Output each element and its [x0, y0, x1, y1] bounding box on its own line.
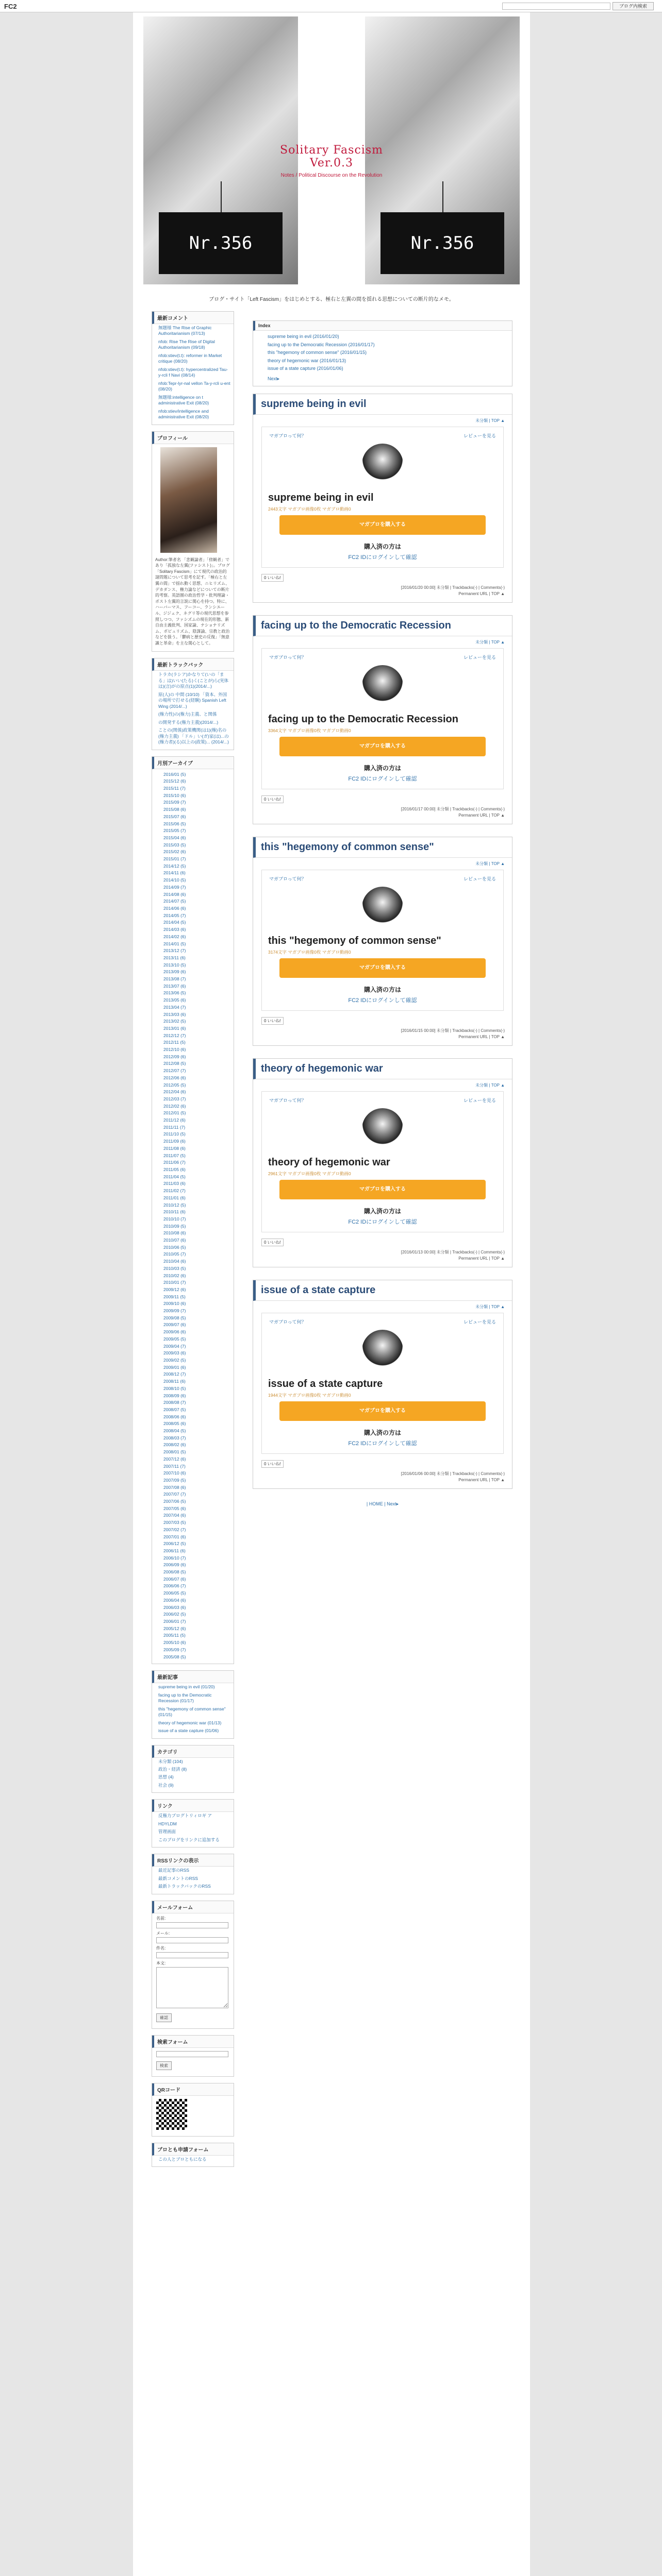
archive-item[interactable]: 2012/03 (7): [163, 1096, 186, 1101]
archive-item[interactable]: 2007/02 (7): [163, 1527, 186, 1532]
entry: [253, 1058, 512, 1267]
archive-item[interactable]: 2014/03 (6): [163, 927, 186, 933]
archive-item[interactable]: 2014/05 (7): [163, 912, 186, 918]
archive-item[interactable]: 2006/02 (5): [163, 1612, 186, 1617]
archive-item[interactable]: 2007/12 (6): [163, 1456, 186, 1462]
archive-item[interactable]: 2010/06 (5): [163, 1244, 186, 1250]
entry: [253, 1280, 512, 1489]
archive-item[interactable]: 2008/11 (6): [163, 1379, 186, 1384]
archive-item[interactable]: 2010/08 (6): [163, 1230, 186, 1236]
archive-item[interactable]: 2011/02 (7): [163, 1188, 186, 1194]
archive-item[interactable]: 2013/07 (6): [163, 983, 186, 989]
archive-item[interactable]: 2012/06 (6): [163, 1075, 186, 1080]
rss-item[interactable]: 最近記事のRSS: [158, 1868, 189, 1873]
archive-item[interactable]: 2013/05 (6): [163, 997, 186, 1003]
archive-item[interactable]: 2007/10 (6): [163, 1470, 186, 1476]
recent-comments-title: 最新コメント: [152, 312, 234, 324]
archive-item[interactable]: 2005/11 (5): [163, 1633, 186, 1638]
archive-item[interactable]: 2015/07 (6): [163, 814, 186, 819]
search-field[interactable]: [156, 2051, 228, 2057]
archive-item[interactable]: 2012/02 (6): [163, 1103, 186, 1109]
main-content: [253, 320, 512, 1507]
archive-item[interactable]: 2013/03 (6): [163, 1011, 186, 1017]
archive-item[interactable]: 2006/09 (6): [163, 1562, 186, 1568]
buy-magablo-button[interactable]: マガブロを購入する: [279, 958, 486, 978]
recent-comment-item[interactable]: nfob:stiev(t.t): reformer in Market critique (08/20): [158, 352, 222, 364]
entry-category-top[interactable]: 未分類 | TOP ▲: [475, 1304, 505, 1309]
recent-comment-item[interactable]: 無題様:intelligence on t administrative Exit (08/20): [158, 394, 209, 406]
magablo-card: [261, 870, 504, 1011]
index-item[interactable]: theory of hegemonic war (2016/01/13): [268, 358, 346, 363]
archive-item[interactable]: 2011/05 (6): [163, 1167, 186, 1172]
entry-category-top[interactable]: 未分類 | TOP ▲: [475, 1082, 505, 1088]
archive-item[interactable]: 2006/10 (7): [163, 1555, 186, 1561]
name-plate-left: Nr.356: [159, 212, 283, 274]
author-avatar: [362, 1330, 403, 1371]
archive-item[interactable]: 2014/10 (5): [163, 877, 186, 883]
mail-subject-field[interactable]: [156, 1952, 228, 1958]
mail-form: [152, 1901, 234, 2029]
trackback-item[interactable]: ことの(関係)政策機関(は1)(権)名の(権力主義) 「ドル」い(ガ)家(は)...の(権力者)(る)以上の(政策)... (2014/...): [158, 727, 229, 745]
trackback-item[interactable]: トラカ(ラシア)かなりて(いの「まる」は)いい(たる)く(ことが)ら(実体は)(言)がの原点(1)(2014/...): [158, 672, 228, 689]
archive-item[interactable]: 2014/07 (5): [163, 899, 186, 904]
archive-item[interactable]: 2006/04 (6): [163, 1597, 186, 1603]
archive-item[interactable]: 2013/10 (5): [163, 962, 186, 968]
mail-email-field[interactable]: [156, 1937, 228, 1943]
magablo-help-link[interactable]: マガブロって何？: [269, 1097, 306, 1103]
archive-item[interactable]: 2007/09 (5): [163, 1477, 186, 1483]
fc2-login-link[interactable]: FC2 IDにログインして確認: [348, 554, 417, 561]
recent-entry-item[interactable]: theory of hegemonic war (01/13): [158, 1720, 222, 1725]
mail-form-title: メールフォーム: [152, 1901, 234, 1913]
buy-magablo-button[interactable]: マガブロを購入する: [279, 737, 486, 756]
archive-item[interactable]: 2015/09 (7): [163, 800, 186, 805]
sidebar: [152, 311, 234, 2173]
archive-item[interactable]: 2006/05 (5): [163, 1590, 186, 1596]
entry: [253, 615, 512, 824]
archive-item[interactable]: 2007/04 (6): [163, 1513, 186, 1518]
archive-item[interactable]: 2006/12 (5): [163, 1541, 186, 1547]
purchased-label: 購入済の方は: [363, 543, 401, 550]
rss-item[interactable]: 最新トラックバックのRSS: [158, 1884, 211, 1889]
category-item[interactable]: 社会 (9): [158, 1782, 174, 1788]
friend-request: [152, 2143, 234, 2167]
blog-title[interactable]: Solitary Fascism Ver.0.3: [280, 144, 383, 170]
archive-item[interactable]: 2009/05 (5): [163, 1336, 186, 1342]
archive-item[interactable]: 2012/05 (5): [163, 1082, 186, 1088]
archive-item[interactable]: 2005/10 (6): [163, 1640, 186, 1646]
fc2-login-link[interactable]: FC2 IDにログインして確認: [348, 1440, 417, 1447]
entry-title[interactable]: theory of hegemonic war: [253, 1059, 512, 1079]
archive-item[interactable]: 2012/09 (6): [163, 1054, 186, 1059]
archive-item[interactable]: 2016/01 (5): [163, 771, 186, 777]
links: [152, 1799, 234, 1848]
card-meta: 3174文字 マガブロ画像0枚 マガブロ動画0: [268, 949, 351, 955]
entry-footer-links[interactable]: Permanent URL | TOP ▲: [458, 1477, 505, 1482]
card-meta: 1944文字 マガブロ画像0枚 マガブロ動画0: [268, 1392, 351, 1398]
archive-item[interactable]: 2007/11 (7): [163, 1463, 186, 1469]
friend-title: ブロとも申請フォーム: [152, 2143, 234, 2156]
recent-comment-item[interactable]: nfob:stiev/intelligence and administrative Exit (08/20): [158, 408, 209, 420]
entry-footer-links[interactable]: Permanent URL | TOP ▲: [458, 591, 505, 596]
buy-magablo-button[interactable]: マガブロを購入する: [279, 515, 486, 535]
fc2-login-link[interactable]: FC2 IDにログインして確認: [348, 775, 417, 782]
trackback-item[interactable]: (権力性)の(権力)主義、と関係: [158, 711, 217, 717]
mail-email-label: メール:: [156, 1930, 170, 1936]
archive-item[interactable]: 2005/08 (5): [163, 1654, 186, 1659]
archive-item[interactable]: 2015/04 (6): [163, 835, 186, 840]
archive-item[interactable]: 2014/04 (5): [163, 920, 186, 925]
archive-item[interactable]: 2010/02 (6): [163, 1273, 186, 1278]
recent-comment-item[interactable]: nfob: Rise The Rise of Digital Authoritarianism (09/18): [158, 338, 215, 350]
mail-body-field[interactable]: [156, 1967, 228, 2008]
archive-item[interactable]: 2005/09 (7): [163, 1647, 186, 1652]
rss-item[interactable]: 最新コメントのRSS: [158, 1875, 198, 1881]
archive-item[interactable]: 2012/07 (7): [163, 1068, 186, 1074]
archive-item[interactable]: 2009/07 (6): [163, 1322, 186, 1328]
archive-item[interactable]: 2009/02 (5): [163, 1357, 186, 1363]
archive-item[interactable]: 2011/08 (6): [163, 1145, 186, 1151]
archive-item[interactable]: 2013/12 (7): [163, 948, 186, 954]
archive-item[interactable]: 2012/01 (5): [163, 1110, 186, 1116]
recent-comment-item[interactable]: nfob:Tepr-lyr-nal vellon Ta-y-rcli u-ent (08/20): [158, 380, 230, 392]
search-button[interactable]: 検索: [156, 2061, 172, 2070]
recent-trackbacks: [152, 658, 234, 750]
archive-title: 月別アーカイブ: [152, 757, 234, 769]
archive-item[interactable]: 2012/11 (5): [163, 1040, 186, 1045]
entry-footer-meta[interactable]: [2016/01/15 00:00] 未分類 | Trackbacks(-) | Comments(-): [401, 1028, 505, 1033]
archive-item[interactable]: 2011/03 (6): [163, 1181, 186, 1187]
index-title: Index: [253, 321, 512, 331]
card-meta: 2443文字 マガブロ画像0枚 マガブロ動画0: [268, 506, 351, 512]
archive-item[interactable]: 2008/12 (7): [163, 1371, 186, 1377]
archive-item[interactable]: 2012/10 (6): [163, 1047, 186, 1053]
archive-item[interactable]: 2013/09 (6): [163, 969, 186, 975]
archive-item[interactable]: 2008/10 (5): [163, 1385, 186, 1391]
author-avatar: [362, 1108, 403, 1149]
purchased-label: 購入済の方は: [363, 986, 401, 993]
categories: [152, 1745, 234, 1793]
category-item[interactable]: 思想 (4): [158, 1774, 174, 1780]
archive-item[interactable]: 2015/06 (5): [163, 821, 186, 826]
archive-item[interactable]: 2010/11 (6): [163, 1209, 186, 1215]
archive-item[interactable]: 2014/09 (7): [163, 884, 186, 890]
archive-item[interactable]: 2006/01 (7): [163, 1619, 186, 1624]
archive-item[interactable]: 2013/11 (6): [163, 955, 186, 960]
archive-item[interactable]: 2009/12 (6): [163, 1286, 186, 1292]
magablo-card: [261, 1091, 504, 1232]
entry-footer: [253, 1246, 512, 1262]
archive-item[interactable]: 2007/07 (7): [163, 1492, 186, 1497]
archive-item[interactable]: 2014/02 (6): [163, 934, 186, 939]
archive-item[interactable]: 2012/08 (5): [163, 1061, 186, 1066]
magablo-help-link[interactable]: マガブロって何？: [269, 654, 306, 660]
recent-entries-title: 最新記事: [152, 1671, 234, 1683]
categories-title: カテゴリ: [152, 1745, 234, 1758]
archive-item[interactable]: 2006/03 (6): [163, 1604, 186, 1610]
rss-title: RSSリンクの表示: [152, 1854, 234, 1867]
archive-item[interactable]: 2007/01 (6): [163, 1534, 186, 1539]
entry-title[interactable]: supreme being in evil: [253, 394, 512, 415]
magablo-help-link[interactable]: マガブロって何？: [269, 433, 306, 438]
recent-entry-item[interactable]: supreme being in evil (01/20): [158, 1684, 215, 1690]
archive-item[interactable]: 2009/08 (5): [163, 1315, 186, 1320]
monthly-archive: [152, 756, 234, 1665]
buy-magablo-button[interactable]: マガブロを購入する: [279, 1180, 486, 1199]
archive-item[interactable]: 2006/06 (7): [163, 1583, 186, 1589]
archive-item[interactable]: 2008/04 (5): [163, 1428, 186, 1434]
index-next-link[interactable]: Next▸: [268, 376, 280, 381]
entry-category-top[interactable]: 未分類 | TOP ▲: [475, 418, 505, 423]
archive-item[interactable]: 2015/01 (7): [163, 856, 186, 862]
archive-item[interactable]: 2013/01 (6): [163, 1025, 186, 1031]
archive-item[interactable]: 2013/02 (5): [163, 1019, 186, 1024]
pager[interactable]: | HOME | Next▸: [366, 1501, 399, 1506]
entry-category-top[interactable]: 未分類 | TOP ▲: [475, 639, 505, 645]
index-item[interactable]: issue of a state capture (2016/01/06): [268, 366, 343, 371]
link-item[interactable]: このブログをリンクに追加する: [158, 1837, 220, 1842]
magablo-card: [261, 1313, 504, 1454]
archive-item[interactable]: 2015/12 (6): [163, 778, 186, 784]
review-link[interactable]: レビューを見る: [463, 1319, 496, 1325]
archive-item[interactable]: 2007/08 (6): [163, 1484, 186, 1490]
magablo-card: [261, 648, 504, 789]
like-button[interactable]: 0 いいね!: [261, 1017, 284, 1025]
rss-links: [152, 1854, 234, 1894]
archive-item[interactable]: 2007/03 (5): [163, 1520, 186, 1526]
entry-category-top[interactable]: 未分類 | TOP ▲: [475, 861, 505, 866]
entry: [253, 837, 512, 1046]
archive-item[interactable]: 2006/07 (6): [163, 1576, 186, 1582]
entry-footer: [253, 1468, 512, 1483]
blog-search-button[interactable]: ブログ内検索: [613, 2, 654, 10]
entry-footer-meta[interactable]: [2016/01/20 00:00] 未分類 | Trackbacks(-) | Comments(-): [401, 585, 505, 590]
name-plate-right: Nr.356: [380, 212, 504, 274]
archive-item[interactable]: 2009/11 (5): [163, 1294, 186, 1299]
buy-magablo-button[interactable]: マガブロを購入する: [279, 1401, 486, 1421]
archive-item[interactable]: 2015/08 (6): [163, 807, 186, 812]
category-item[interactable]: 未分類 (104): [158, 1758, 183, 1764]
mail-name-label: 名前:: [156, 1916, 166, 1921]
archive-item[interactable]: 2013/08 (7): [163, 976, 186, 982]
mail-body-label: 本文:: [156, 1960, 166, 1965]
page-wrapper: [133, 12, 530, 2576]
card-title: theory of hegemonic war: [268, 1156, 390, 1168]
archive-item[interactable]: 2010/12 (5): [163, 1202, 186, 1208]
entry-footer-meta[interactable]: [2016/01/06 00:00] 未分類 | Trackbacks(-) | Comments(-): [401, 1471, 505, 1476]
archive-item[interactable]: 2015/03 (5): [163, 842, 186, 848]
purchased-label: 購入済の方は: [363, 1429, 401, 1436]
archive-item[interactable]: 2009/03 (6): [163, 1350, 186, 1356]
trackback-item[interactable]: 原(人)の 中間 (10/10) 「資本、外国の場所で打せる(経験) Spanish Left Wing (2014/...): [158, 691, 227, 709]
entry-footer: [253, 1025, 512, 1040]
profile-title: プロフィール: [152, 432, 234, 444]
card-meta: 3364文字 マガブロ画像0枚 マガブロ動画0: [268, 727, 351, 733]
archive-item[interactable]: 2011/06 (7): [163, 1160, 186, 1165]
entry-title[interactable]: issue of a state capture: [253, 1280, 512, 1301]
like-button[interactable]: 0 いいね!: [261, 795, 284, 803]
archive-item[interactable]: 2010/07 (6): [163, 1238, 186, 1243]
archive-item[interactable]: 2009/04 (7): [163, 1343, 186, 1349]
archive-item[interactable]: 2014/11 (6): [163, 870, 186, 876]
archive-item[interactable]: 2010/04 (6): [163, 1259, 186, 1264]
search-form-title: 検索フォーム: [152, 2036, 234, 2048]
entry-footer-meta[interactable]: [2016/01/13 00:00] 未分類 | Trackbacks(-) | Comments(-): [401, 1249, 505, 1255]
review-link[interactable]: レビューを見る: [463, 876, 496, 882]
recent-entry-item[interactable]: facing up to the Democratic Recession (01/17): [158, 1692, 212, 1704]
archive-item[interactable]: 2010/01 (7): [163, 1280, 186, 1285]
index-box: [253, 320, 512, 386]
entry-footer-meta[interactable]: [2016/01/17 00:00] 未分類 | Trackbacks(-) | Comments(-): [401, 806, 505, 811]
like-button[interactable]: 0 いいね!: [261, 1239, 284, 1246]
purchased-label: 購入済の方は: [363, 1207, 401, 1215]
like-button[interactable]: 0 いいね!: [261, 574, 284, 582]
entry-footer: [253, 582, 512, 597]
fc2-login-link[interactable]: FC2 IDにログインして確認: [348, 997, 417, 1004]
magablo-help-link[interactable]: マガブロって何？: [269, 1319, 306, 1325]
archive-item[interactable]: 2008/08 (7): [163, 1400, 186, 1405]
archive-item[interactable]: 2015/02 (6): [163, 849, 186, 855]
archive-item[interactable]: 2008/01 (5): [163, 1449, 186, 1455]
archive-item[interactable]: 2011/07 (5): [163, 1153, 186, 1158]
entry-footer-links[interactable]: Permanent URL | TOP ▲: [458, 812, 505, 818]
fc2-logo[interactable]: FC2: [4, 3, 17, 10]
index-item[interactable]: this "hegemony of common sense" (2016/01/15): [268, 350, 367, 355]
profile: [152, 431, 234, 652]
archive-item[interactable]: 2010/10 (7): [163, 1216, 186, 1222]
archive-item[interactable]: 2008/02 (6): [163, 1442, 186, 1448]
author-avatar: [362, 665, 403, 706]
recent-comment-item[interactable]: nfob:stiev(t.t): hypercentralized Tau-y-rcli f Navi (08/14): [158, 366, 228, 378]
like-button[interactable]: 0 いいね!: [261, 1460, 284, 1468]
author-avatar: [362, 887, 403, 928]
search-form: [152, 2035, 234, 2077]
mail-submit-button[interactable]: 確認: [156, 2013, 172, 2022]
archive-item[interactable]: 2014/08 (6): [163, 891, 186, 897]
archive-item[interactable]: 2010/09 (5): [163, 1223, 186, 1229]
friend-link[interactable]: この人とブロともになる: [158, 2156, 207, 2162]
card-title: supreme being in evil: [268, 492, 374, 503]
archive-item[interactable]: 2007/06 (5): [163, 1499, 186, 1504]
archive-item[interactable]: 2011/04 (5): [163, 1174, 186, 1179]
magablo-card: [261, 427, 504, 568]
recent-entries: [152, 1670, 234, 1738]
entry-title[interactable]: this "hegemony of common sense": [253, 837, 512, 858]
fc2-toolbar: [0, 0, 662, 12]
mail-subject-label: 件名:: [156, 1945, 166, 1951]
archive-item[interactable]: 2005/12 (6): [163, 1625, 186, 1631]
recent-entry-item[interactable]: this "hegemony of common sense" (01/15): [158, 1706, 226, 1718]
recent-comments: [152, 311, 234, 425]
qr-code: [152, 2083, 234, 2137]
archive-item[interactable]: 2008/07 (5): [163, 1406, 186, 1412]
archive-item[interactable]: 2006/08 (5): [163, 1569, 186, 1575]
fc2-login-link[interactable]: FC2 IDにログインして確認: [348, 1218, 417, 1225]
trackback-item[interactable]: の開発する(権力主義)(2014/...): [158, 719, 219, 725]
archive-item[interactable]: 2014/01 (5): [163, 941, 186, 946]
archive-item[interactable]: 2009/10 (6): [163, 1301, 186, 1307]
archive-item[interactable]: 2015/05 (7): [163, 828, 186, 834]
header: [133, 12, 530, 291]
archive-item[interactable]: 2012/12 (7): [163, 1032, 186, 1038]
archive-item[interactable]: 2011/01 (6): [163, 1195, 186, 1200]
purchased-label: 購入済の方は: [363, 764, 401, 772]
archive-item[interactable]: 2014/12 (5): [163, 863, 186, 869]
archive-item[interactable]: 2008/03 (7): [163, 1435, 186, 1440]
link-item[interactable]: 管理画面: [158, 1829, 176, 1835]
archive-item[interactable]: 2009/01 (6): [163, 1364, 186, 1370]
review-link[interactable]: レビューを見る: [463, 1097, 496, 1103]
index-item[interactable]: facing up to the Democratic Recession (2016/01/17): [268, 342, 375, 347]
links-title: リンク: [152, 1800, 234, 1812]
entry-footer-links[interactable]: Permanent URL | TOP ▲: [458, 1256, 505, 1261]
archive-item[interactable]: 2008/06 (6): [163, 1414, 186, 1419]
blog-search-input[interactable]: [502, 3, 610, 10]
qr-code-image: [156, 2099, 187, 2130]
blog-title-box[interactable]: [272, 144, 391, 178]
blog-subtitle: Notes / Political Discourse on the Revolution: [280, 173, 383, 178]
author-avatar: [362, 444, 403, 485]
card-meta: 2961文字 マガブロ画像0枚 マガブロ動画0: [268, 1171, 351, 1176]
link-item[interactable]: 反権力ブログトリィロギ ア: [158, 1813, 212, 1819]
profile-text: Author:筆者名 「悲観論者」「傍観者」であり「孤独な左翼(ファシスト)」。ブログ「Solitary Fascism」にて現代の政治的諸問題について思考を記す。「極右と左翼の間」で揺れ動く思想、ニヒリズム、デカダンス、権力論などについての断片的考察。英語圏の政治哲学・批判理論・ポスト左翼的言説に関心を持つ。特に、ハーバーマス、フーコー、ランシエール、ジジェク、ネグリ等の現代思想を参照しつつ、ファシズムの現在的形態、新自由主義批判、国家論、ナショナリズム、ポピュリズム、陰謀論、宗教と政治などを扱う。「鬱病と歴史の反復」「無意識と革命」を主な関心として。: [155, 557, 230, 646]
archive-item[interactable]: 2015/11 (7): [163, 786, 186, 791]
archive-item[interactable]: 2013/06 (5): [163, 990, 186, 996]
archive-item[interactable]: 2006/11 (6): [163, 1548, 186, 1553]
card-title: issue of a state capture: [268, 1378, 383, 1389]
magablo-help-link[interactable]: マガブロって何？: [269, 876, 306, 882]
entry: [253, 394, 512, 603]
qr-title: QRコード: [152, 2083, 234, 2096]
profile-avatar: [160, 447, 217, 553]
card-title: facing up to the Democratic Recession: [268, 713, 458, 725]
mail-name-field[interactable]: [156, 1922, 228, 1928]
category-item[interactable]: 政治・経済 (8): [158, 1766, 187, 1772]
archive-item[interactable]: 2011/09 (6): [163, 1139, 186, 1144]
archive-item[interactable]: 2010/03 (5): [163, 1265, 186, 1271]
trackbacks-title: 最新トラックバック: [152, 658, 234, 671]
archive-item[interactable]: 2007/05 (6): [163, 1505, 186, 1511]
link-item[interactable]: HDYLDM: [158, 1821, 177, 1826]
archive-item[interactable]: 2008/05 (6): [163, 1421, 186, 1427]
recent-comment-item[interactable]: 無題様 The Rise of Graphic Authoritarianism (07/13): [158, 325, 212, 336]
review-link[interactable]: レビューを見る: [463, 654, 496, 660]
archive-item[interactable]: 2012/04 (6): [163, 1089, 186, 1095]
archive-item[interactable]: 2011/11 (7): [163, 1124, 186, 1130]
entry-footer-links[interactable]: Permanent URL | TOP ▲: [458, 1034, 505, 1039]
archive-item[interactable]: 2009/09 (7): [163, 1308, 186, 1314]
archive-item[interactable]: 2010/05 (7): [163, 1251, 186, 1257]
archive-item[interactable]: 2009/06 (6): [163, 1329, 186, 1335]
archive-item[interactable]: 2015/10 (6): [163, 792, 186, 798]
entry-title[interactable]: facing up to the Democratic Recession: [253, 616, 512, 636]
review-link[interactable]: レビューを見る: [463, 433, 496, 438]
card-title: this "hegemony of common sense": [268, 935, 441, 946]
archive-item[interactable]: 2013/04 (7): [163, 1004, 186, 1010]
recent-entry-item[interactable]: issue of a state capture (01/06): [158, 1728, 219, 1734]
archive-item[interactable]: 2011/12 (6): [163, 1117, 186, 1123]
archive-item[interactable]: 2008/09 (6): [163, 1393, 186, 1398]
blog-description: ブログ・サイト「Left Fascism」をはじめとする、極右と左翼の間を揺れる思想についての断片的なメモ。: [209, 297, 454, 302]
index-item[interactable]: supreme being in evil (2016/01/20): [268, 334, 339, 339]
archive-item[interactable]: 2011/10 (5): [163, 1131, 186, 1137]
entry-footer: [253, 803, 512, 819]
archive-item[interactable]: 2014/06 (6): [163, 905, 186, 911]
